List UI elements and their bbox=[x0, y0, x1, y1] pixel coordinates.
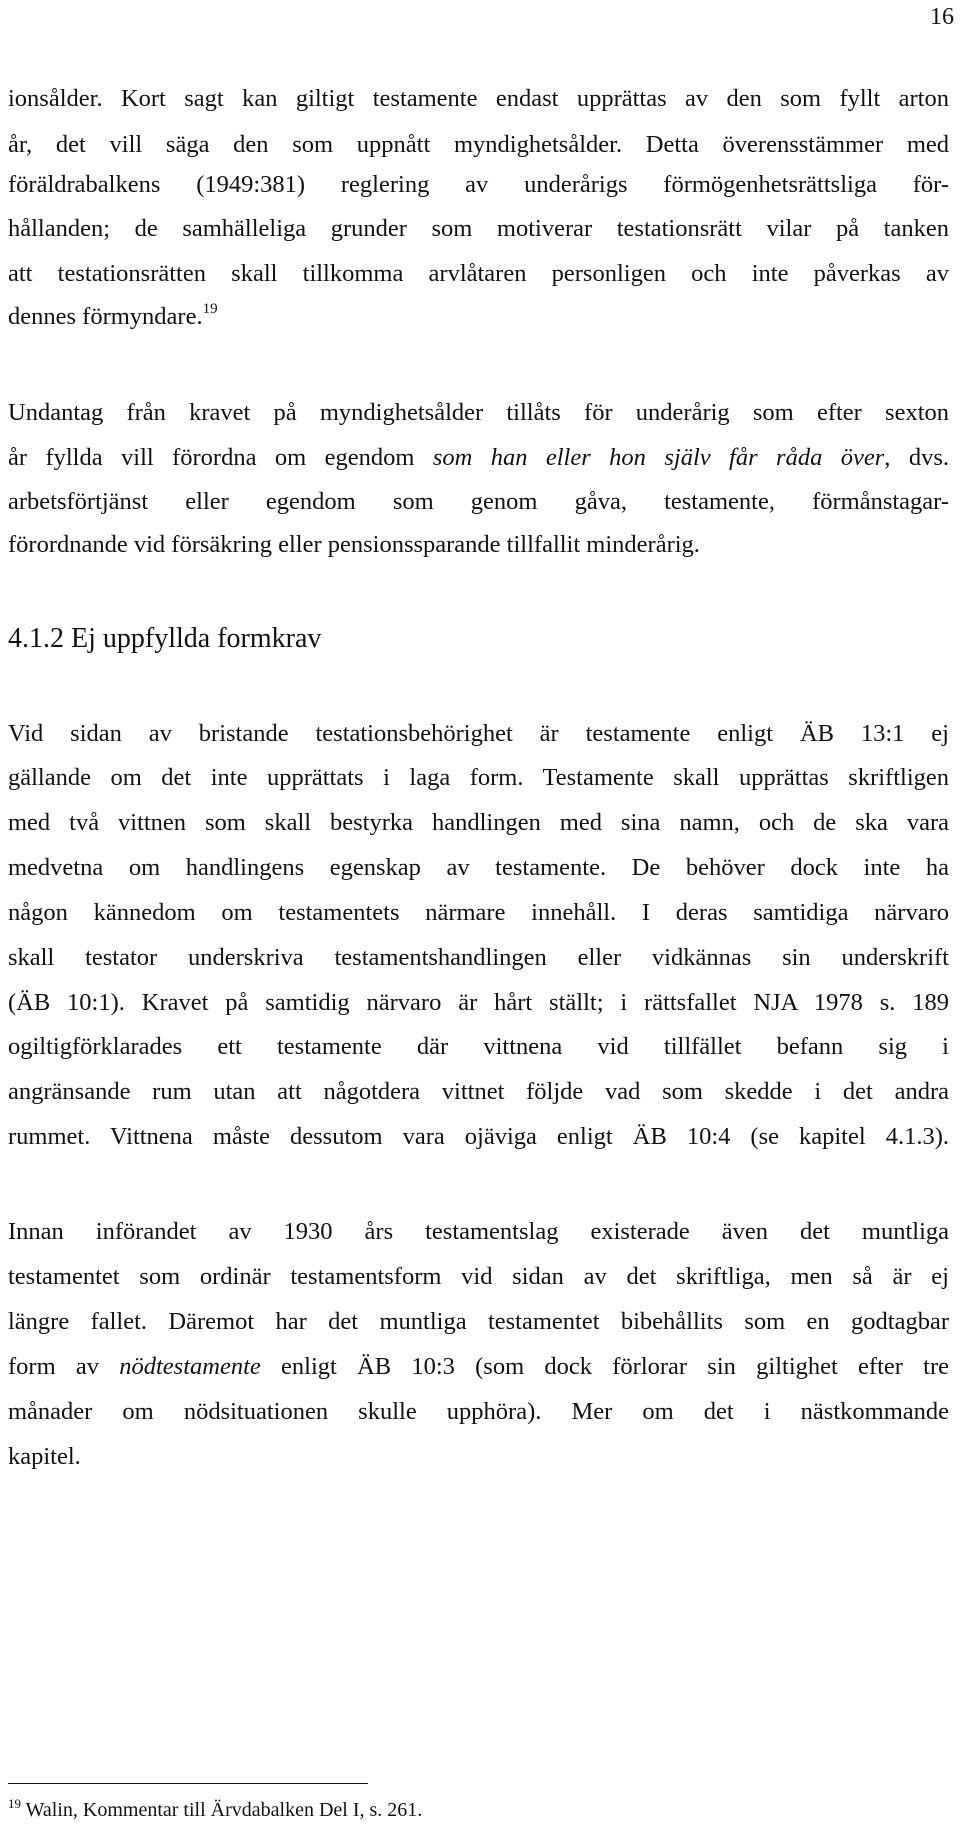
text-line: någon kännedom om testamentets närmare innehåll. I deras samtidiga närvaro bbox=[8, 899, 949, 926]
section-heading: 4.1.2 Ej uppfyllda formkrav bbox=[8, 623, 322, 654]
text-line: medvetna om handlingens egenskap av testamente. De behöver dock inte ha bbox=[8, 854, 949, 881]
text-line bbox=[8, 443, 949, 473]
text-line: angränsande rum utan att någotdera vittnet följde vad som skedde i det andra bbox=[8, 1078, 949, 1105]
footnote-separator bbox=[8, 1783, 368, 1784]
footnote-number: 19 bbox=[8, 1796, 21, 1811]
text-line: månader om nödsituationen skulle upphöra). Mer om det i nästkommande bbox=[8, 1398, 949, 1425]
text-line: med två vittnen som skall bestyrka handlingen med sina namn, och de ska vara bbox=[8, 809, 949, 836]
text-line: ogiltigförklarades ett testamente där vittnena vid tillfället befann sig i bbox=[8, 1033, 949, 1060]
text-line: förordnande vid försäkring eller pensionssparande tillfallit minderårig. bbox=[8, 531, 700, 558]
italic-text: nödtestamente bbox=[119, 1353, 261, 1380]
text-line bbox=[8, 1352, 949, 1382]
text-span: , dvs. bbox=[884, 444, 949, 471]
text-line: kapitel. bbox=[8, 1443, 81, 1470]
text-line: Vid sidan av bristande testationsbehörighet är testamente enligt ÄB 13:1 ej bbox=[8, 720, 949, 747]
text-line: Innan införandet av 1930 års testamentslag existerade även det muntliga bbox=[8, 1218, 949, 1245]
text-line: Undantag från kravet på myndighetsålder tillåts för underårig som efter sexton bbox=[8, 399, 949, 426]
footnote-reference[interactable]: 19 bbox=[202, 301, 218, 317]
page-number: 16 bbox=[930, 4, 954, 30]
text-line: testamentet som ordinär testamentsform vid sidan av det skriftliga, men så är ej bbox=[8, 1263, 949, 1290]
text-line: arbetsförtjänst eller egendom som genom gåva, testamente, förmånstagar- bbox=[8, 488, 949, 515]
text-line: hållanden; de samhälleliga grunder som motiverar testationsrätt vilar på tanken bbox=[8, 215, 949, 242]
text-span: dennes förmyndare. bbox=[8, 303, 203, 330]
text-line: längre fallet. Däremot har det muntliga testamentet bibehållits som en godtagbar bbox=[8, 1308, 949, 1335]
footnote-text: Walin, Kommentar till Ärvdabalken Del I, s. 261. bbox=[25, 1799, 423, 1821]
text-line: ionsålder. Kort sagt kan giltigt testamente endast upprättas av den som fyllt arton bbox=[8, 85, 949, 112]
text-line bbox=[8, 302, 218, 332]
text-line: år, det vill säga den som uppnått myndighetsålder. Detta överensstämmer med bbox=[8, 131, 949, 158]
text-span: enligt ÄB 10:3 (som dock förlorar sin giltighet efter tre bbox=[260, 1353, 950, 1380]
footnote bbox=[8, 1798, 422, 1822]
text-line: att testationsrätten skall tillkomma arvlåtaren personligen och inte påverkas av bbox=[8, 260, 949, 287]
text-span: år fyllda vill förordna om egendom bbox=[8, 444, 433, 471]
text-line: gällande om det inte upprättats i laga form. Testamente skall upprättas skriftligen bbox=[8, 764, 949, 791]
text-line: föräldrabalkens (1949:381) reglering av underårigs förmögenhetsrättsliga för- bbox=[8, 171, 949, 198]
text-span: form av bbox=[8, 1353, 120, 1380]
text-line: (ÄB 10:1). Kravet på samtidig närvaro är hårt ställt; i rättsfallet NJA 1978 s. 189 bbox=[8, 989, 949, 1016]
text-line: skall testator underskriva testamentshandlingen eller vidkännas sin underskrift bbox=[8, 944, 949, 971]
text-line: rummet. Vittnena måste dessutom vara ojäviga enligt ÄB 10:4 (se kapitel 4.1.3). bbox=[8, 1123, 949, 1150]
italic-text: som han eller hon själv får råda över bbox=[432, 444, 885, 471]
